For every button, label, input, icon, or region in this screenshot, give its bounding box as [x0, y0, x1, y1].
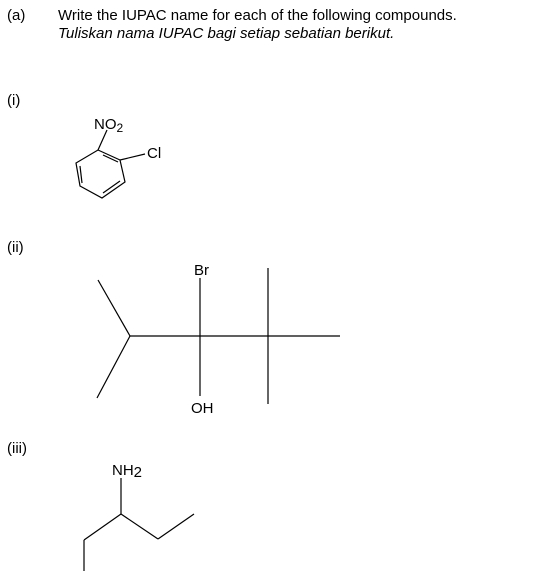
question-label: (a): [7, 7, 26, 24]
bromo-group: Br: [194, 262, 209, 279]
instruction-malay: Tuliskan nama IUPAC bagi setiap sebatian berikut.: [58, 25, 395, 42]
hydroxy-group: OH: [191, 400, 214, 417]
part-i-label: (i): [7, 92, 21, 109]
nitro-group: $NO_2$: [94, 116, 124, 135]
part-ii-label: (ii): [7, 239, 24, 256]
amino-group: NH2: [112, 462, 143, 481]
chain-bond-4: [158, 514, 194, 539]
chloro-group: Cl: [147, 145, 162, 162]
chain-bond-1: [84, 514, 121, 540]
chain-bond-3: [121, 514, 158, 539]
part-iii-label: (iii): [7, 440, 27, 457]
instruction-english: Write the IUPAC name for each of the following compounds.: [58, 7, 457, 24]
